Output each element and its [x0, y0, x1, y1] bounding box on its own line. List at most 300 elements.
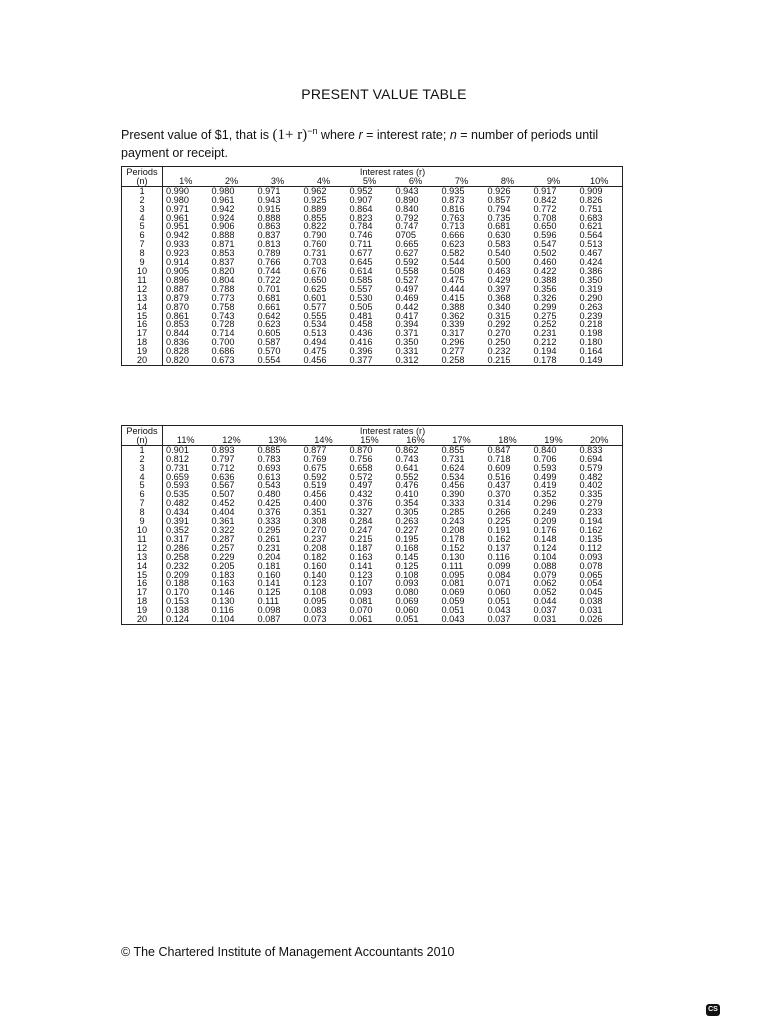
pv-value-cell: 0.505 — [349, 301, 373, 312]
pv-value-cell: 0.270 — [303, 524, 327, 535]
rate-header: 5% — [347, 177, 393, 186]
pv-value-cell: 0.390 — [441, 489, 465, 500]
pv-value-cell: 0.630 — [487, 230, 511, 241]
pv-value-cell: 0.706 — [533, 453, 557, 464]
pv-value-cell: 0.444 — [441, 283, 465, 294]
pv-value-cell: 0.885 — [257, 444, 281, 455]
pv-value-cell: 0.305 — [395, 507, 419, 518]
pv-value-cell: 0.840 — [533, 444, 557, 455]
pv-value-cell: 0.261 — [257, 533, 281, 544]
pv-value-cell: 0.187 — [349, 542, 373, 553]
period-cell: 3 — [122, 205, 163, 214]
interest-rates-header: Interest rates (r) — [163, 167, 623, 177]
n-header: (n) — [122, 177, 163, 186]
period-cell: 13 — [122, 294, 163, 303]
pv-value-cell: 0.116 — [211, 605, 234, 616]
periods-header: Periods — [122, 167, 163, 177]
rate-header: 2% — [209, 177, 255, 186]
pv-value-cell: 0.823 — [349, 212, 373, 223]
pv-value-cell: 0.926 — [487, 185, 511, 196]
pv-value-cell: 0.735 — [487, 212, 511, 223]
period-cell: 5 — [122, 222, 163, 231]
pv-value-cell: 0.583 — [487, 239, 511, 250]
pv-value-cell: 0.812 — [166, 453, 189, 464]
pv-value-cell: 0.661 — [257, 301, 281, 312]
pv-value-cell: 0.547 — [533, 239, 557, 250]
pv-value-cell: 0.205 — [211, 560, 235, 571]
period-cell: 14 — [122, 562, 163, 571]
pv-value-cell: 0.558 — [395, 265, 419, 276]
pv-value-cell: 0.051 — [393, 615, 439, 624]
pv-value-cell: 0.257 — [211, 542, 235, 553]
pv-value-cell: 0.456 — [441, 480, 465, 491]
table-row — [122, 615, 623, 624]
pv-value-cell: 0.296 — [441, 337, 465, 348]
pv-value-cell: 0.232 — [166, 560, 189, 571]
pv-value-cell: 0.585 — [349, 274, 373, 285]
pv-value-cell: 0.855 — [441, 444, 465, 455]
pv-value-cell: 0.331 — [395, 346, 419, 357]
pv-value-cell: 0.467 — [577, 249, 623, 258]
pv-value-cell: 0.909 — [577, 186, 623, 195]
pv-value-cell: 0.555 — [303, 310, 327, 321]
pv-value-cell: 0.295 — [257, 524, 281, 535]
pv-value-cell: 0.813 — [257, 239, 281, 250]
pv-value-cell: 0.481 — [349, 310, 373, 321]
pv-value-cell: 0.296 — [533, 498, 557, 509]
pv-value-cell: 0.534 — [441, 471, 465, 482]
pv-value-cell: 0.229 — [211, 551, 235, 562]
pv-value-cell: 0.080 — [395, 587, 419, 598]
pv-value-cell: 0.059 — [441, 596, 465, 607]
pv-value-cell: 0.756 — [349, 453, 373, 464]
pv-value-cell: 0.215 — [349, 533, 373, 544]
pv-value-cell: 0.456 — [303, 489, 327, 500]
period-cell: 14 — [122, 303, 163, 312]
pv-value-cell: 0.182 — [303, 551, 327, 562]
pv-value-cell: 0.497 — [349, 480, 373, 491]
pv-value-cell: 0.061 — [347, 615, 393, 624]
pv-value-cell: 0.350 — [577, 276, 623, 285]
pv-value-cell: 0.650 — [303, 274, 327, 285]
pv-value-cell: 0.925 — [303, 194, 327, 205]
pv-value-cell: 0.863 — [257, 221, 281, 232]
pv-value-cell: 0.386 — [577, 267, 623, 276]
pv-value-cell: 0.460 — [533, 257, 557, 268]
pv-value-cell: 0.513 — [303, 328, 327, 339]
pv-value-cell: 0.284 — [349, 516, 373, 527]
pv-value-cell: 0.069 — [441, 587, 465, 598]
pv-value-cell: 0.627 — [395, 248, 419, 259]
pv-value-cell: 0.673 — [209, 356, 255, 365]
pv-value-cell: 0.434 — [166, 507, 189, 518]
pv-value-cell: 0.659 — [166, 471, 189, 482]
pv-value-cell: 0.530 — [349, 292, 373, 303]
pv-value-cell: 0.816 — [441, 203, 465, 214]
pv-value-cell: 0.833 — [577, 445, 623, 454]
pv-value-cell: 0.907 — [349, 194, 373, 205]
pv-value-cell: 0.613 — [257, 471, 281, 482]
pv-value-cell: 0.888 — [257, 212, 281, 223]
pv-value-cell: 0.681 — [487, 221, 511, 232]
period-cell: 20 — [122, 356, 163, 365]
pv-value-cell: 0.422 — [533, 265, 557, 276]
pv-value-cell: 0.148 — [533, 533, 557, 544]
pv-value-cell: 0.497 — [395, 283, 419, 294]
period-cell: 11 — [122, 535, 163, 544]
pv-value-cell: 0.352 — [166, 524, 189, 535]
pv-value-cell: 0.642 — [257, 310, 281, 321]
pv-value-cell: 0.475 — [441, 274, 465, 285]
pv-value-cell: 0.582 — [441, 248, 465, 259]
pv-value-cell: 0.840 — [395, 203, 419, 214]
pv-value-cell: 0.694 — [577, 455, 623, 464]
pv-value-cell: 0.163 — [211, 578, 235, 589]
pv-value-cell: 0.060 — [395, 605, 419, 616]
pv-value-cell: 0.864 — [349, 203, 373, 214]
pv-value-cell: 0.356 — [533, 283, 557, 294]
pv-value-cell: 0.317 — [166, 533, 189, 544]
pv-value-cell: 0.711 — [349, 239, 372, 250]
pv-value-cell: 0.051 — [487, 596, 511, 607]
pv-value-cell: 0.181 — [257, 560, 281, 571]
pv-value-cell: 0.243 — [441, 516, 465, 527]
pv-value-cell: 0.180 — [577, 338, 623, 347]
pv-value-cell: 0.914 — [166, 257, 189, 268]
pv-value-cell: 0.951 — [166, 221, 189, 232]
pv-value-cell: 0.285 — [441, 507, 465, 518]
pv-value-cell: 0.952 — [349, 185, 373, 196]
pv-value-cell: 0.277 — [441, 346, 465, 357]
pv-value-cell: 0.535 — [166, 489, 189, 500]
rate-header: 7% — [439, 177, 485, 186]
pv-value-cell: 0.943 — [257, 194, 281, 205]
pv-value-cell: 0.212 — [533, 337, 557, 348]
pv-value-cell: 0.593 — [166, 480, 189, 491]
period-cell: 12 — [122, 285, 163, 294]
period-cell: 5 — [122, 481, 163, 490]
pv-value-cell: 0.425 — [257, 498, 281, 509]
pv-value-cell: 0.763 — [441, 212, 465, 223]
pv-value-cell: 0.476 — [395, 480, 419, 491]
pv-value-cell: 0.095 — [441, 569, 465, 580]
pv-value-cell: 0.178 — [531, 356, 577, 365]
pv-value-cell: 0.194 — [577, 517, 623, 526]
pv-value-cell: 0.475 — [303, 346, 327, 357]
var-r: r — [358, 128, 363, 143]
pv-value-cell: 0.252 — [533, 319, 557, 330]
pv-value-cell: 0.544 — [441, 257, 465, 268]
pv-value-cell: 0.250 — [487, 337, 511, 348]
pv-value-cell: 0.641 — [395, 462, 419, 473]
pv-value-cell: 0.130 — [441, 551, 465, 562]
pv-value-cell: 0.376 — [257, 507, 281, 518]
pv-value-cell: 0.130 — [211, 596, 235, 607]
pv-value-cell: 0.686 — [211, 346, 235, 357]
pv-value-cell: 0.099 — [487, 560, 511, 571]
pv-value-cell: 0.924 — [211, 212, 235, 223]
pv-value-cell: 0.339 — [441, 319, 465, 330]
pv-value-cell: 0.078 — [577, 562, 623, 571]
period-cell: 4 — [122, 473, 163, 482]
pv-value-cell: 0.564 — [577, 231, 623, 240]
camscanner-badge: CS — [706, 1004, 720, 1016]
pv-value-cell: 0.266 — [487, 507, 511, 518]
rate-header: 18% — [485, 436, 531, 445]
pv-value-cell: 0.482 — [166, 498, 189, 509]
pv-value-cell: 0.170 — [166, 587, 189, 598]
rate-header: 16% — [393, 436, 439, 445]
pv-value-cell: 0.263 — [577, 303, 623, 312]
pv-value-cell: 0.499 — [533, 471, 557, 482]
pv-value-cell: 0.502 — [533, 248, 557, 259]
pv-value-cell: 0.792 — [395, 212, 419, 223]
pv-value-cell: 0.209 — [166, 569, 189, 580]
pv-value-cell: 0.658 — [349, 462, 373, 473]
pv-value-cell: 0.456 — [301, 356, 347, 365]
pv-value-cell: 0.394 — [395, 319, 419, 330]
rate-header: 17% — [439, 436, 485, 445]
pv-value-cell: 0.071 — [487, 578, 511, 589]
pv-value-cell: 0.436 — [349, 328, 373, 339]
pv-value-cell: 0.906 — [211, 221, 235, 232]
pv-value-cell: 0.769 — [303, 453, 327, 464]
pv-value-cell: 0.073 — [301, 615, 347, 624]
pv-value-cell: 0.554 — [255, 356, 301, 365]
pv-value-cell: 0.141 — [349, 560, 373, 571]
pv-value-cell: 0.198 — [577, 329, 623, 338]
pv-value-cell: 0.543 — [257, 480, 281, 491]
period-cell: 8 — [122, 249, 163, 258]
period-cell: 18 — [122, 338, 163, 347]
pv-value-cell: 0.873 — [441, 194, 465, 205]
pv-value-cell: 0.933 — [166, 239, 189, 250]
period-cell: 1 — [122, 445, 163, 454]
pv-value-cell: 0.081 — [349, 596, 373, 607]
pv-value-cell: 0.352 — [533, 489, 557, 500]
pv-value-cell: 0.463 — [487, 265, 511, 276]
pv-value-cell: 0.038 — [577, 597, 623, 606]
pv-value-cell: 0.138 — [166, 605, 189, 616]
period-cell: 15 — [122, 312, 163, 321]
pv-value-cell: 0.534 — [303, 319, 327, 330]
pv-value-cell: 0.218 — [577, 320, 623, 329]
pv-value-cell: 0.887 — [166, 283, 189, 294]
rate-header: 6% — [393, 177, 439, 186]
pv-value-cell: 0.557 — [349, 283, 373, 294]
pv-value-cell: 0.104 — [533, 551, 557, 562]
pv-value-cell: 0.650 — [533, 221, 557, 232]
period-cell: 8 — [122, 508, 163, 517]
pv-value-cell: 0.146 — [211, 587, 235, 598]
rate-header: 8% — [485, 177, 531, 186]
pv-value-cell: 0.625 — [303, 283, 327, 294]
pv-value-cell: 0.263 — [395, 516, 419, 527]
pv-value-cell: 0705 — [395, 230, 416, 241]
pv-value-cell: 0.377 — [347, 356, 393, 365]
pv-value-cell: 0.087 — [255, 615, 301, 624]
pv-value-cell: 0.060 — [487, 587, 511, 598]
pv-value-cell: 0.837 — [257, 230, 281, 241]
pv-value-cell: 0.152 — [441, 542, 465, 553]
pv-value-cell: 0.836 — [166, 337, 189, 348]
pv-value-cell: 0.141 — [257, 578, 281, 589]
pv-value-cell: 0.402 — [577, 481, 623, 490]
pv-value-cell: 0.693 — [257, 462, 281, 473]
pv-value-cell: 0.766 — [257, 257, 281, 268]
rate-header: 13% — [255, 436, 301, 445]
pv-value-cell: 0.700 — [211, 337, 235, 348]
pv-value-cell: 0.666 — [441, 230, 465, 241]
pv-value-cell: 0.790 — [303, 230, 327, 241]
period-cell: 4 — [122, 214, 163, 223]
pv-value-cell: 0.783 — [257, 453, 281, 464]
pv-value-cell: 0.062 — [533, 578, 557, 589]
pv-value-cell: 0.176 — [533, 524, 557, 535]
pv-value-cell: 0.043 — [439, 615, 485, 624]
period-cell: 19 — [122, 347, 163, 356]
pv-value-cell: 0.081 — [441, 578, 465, 589]
pv-value-cell: 0.961 — [211, 194, 235, 205]
pv-value-cell: 0.037 — [533, 605, 557, 616]
rate-header: 15% — [347, 436, 393, 445]
pv-value-cell: 0.400 — [303, 498, 327, 509]
pv-value-cell: 0.123 — [349, 569, 373, 580]
pv-value-cell: 0.125 — [257, 587, 281, 598]
pv-value-cell: 0.677 — [349, 248, 373, 259]
pv-value-cell: 0.722 — [257, 274, 281, 285]
pv-value-cell: 0.290 — [577, 294, 623, 303]
pv-value-cell: 0.231 — [533, 328, 557, 339]
period-cell: 9 — [122, 517, 163, 526]
pv-value-cell: 0.237 — [303, 533, 327, 544]
period-cell: 10 — [122, 526, 163, 535]
pv-value-cell: 0.116 — [487, 551, 510, 562]
pv-value-cell: 0.416 — [349, 337, 373, 348]
pv-value-cell: 0.683 — [577, 214, 623, 223]
pv-value-cell: 0.191 — [487, 524, 511, 535]
pv-value-cell: 0.437 — [487, 480, 511, 491]
pv-value-cell: 0.178 — [441, 533, 465, 544]
pv-value-cell: 0.820 — [163, 356, 209, 365]
pv-value-cell: 0.458 — [349, 319, 373, 330]
pv-value-cell: 0.396 — [349, 346, 373, 357]
pv-value-cell: 0.645 — [349, 257, 373, 268]
period-cell: 16 — [122, 579, 163, 588]
pv-value-cell: 0.980 — [211, 185, 235, 196]
pv-value-cell: 0.258 — [439, 356, 485, 365]
pv-value-cell: 0.513 — [577, 240, 623, 249]
pv-value-cell: 0.107 — [349, 578, 373, 589]
pv-value-cell: 0.870 — [349, 444, 373, 455]
pv-value-cell: 0.482 — [577, 473, 623, 482]
period-cell: 11 — [122, 276, 163, 285]
pv-value-cell: 0.111 — [441, 560, 464, 571]
pv-value-cell: 0.140 — [303, 569, 327, 580]
pv-value-cell: 0.797 — [211, 453, 235, 464]
pv-value-cell: 0.570 — [257, 346, 281, 357]
pv-value-cell: 0.789 — [257, 248, 281, 259]
pv-value-cell: 0.758 — [211, 301, 235, 312]
pv-value-cell: 0.508 — [441, 265, 465, 276]
pv-value-cell: 0.718 — [487, 453, 511, 464]
pv-value-cell: 0.480 — [257, 489, 281, 500]
pv-value-cell: 0.744 — [257, 265, 281, 276]
pv-value-cell: 0.971 — [166, 203, 189, 214]
pv-value-cell: 0.579 — [577, 464, 623, 473]
pv-value-cell: 0.429 — [487, 274, 511, 285]
pv-value-cell: 0.990 — [166, 185, 189, 196]
pv-value-cell: 0.162 — [487, 533, 511, 544]
pv-value-cell: 0.743 — [211, 310, 235, 321]
pv-value-cell: 0.743 — [395, 453, 419, 464]
period-cell: 17 — [122, 588, 163, 597]
pv-value-cell: 0.713 — [441, 221, 465, 232]
pv-value-cell: 0.942 — [166, 230, 189, 241]
pv-value-cell: 0.893 — [211, 444, 235, 455]
pv-value-cell: 0.168 — [395, 542, 419, 553]
pv-value-cell: 0.361 — [211, 516, 235, 527]
pv-value-cell: 0.519 — [303, 480, 327, 491]
pv-value-cell: 0.822 — [303, 221, 327, 232]
period-cell: 6 — [122, 231, 163, 240]
pv-value-cell: 0.083 — [303, 605, 327, 616]
period-cell: 12 — [122, 544, 163, 553]
pv-value-cell: 0.317 — [441, 328, 465, 339]
pv-value-cell: 0.195 — [395, 533, 419, 544]
pv-value-cell: 0.045 — [577, 588, 623, 597]
pv-value-cell: 0.084 — [487, 569, 511, 580]
pv-value-cell: 0.923 — [166, 248, 189, 259]
period-cell: 20 — [122, 615, 163, 624]
n-header: (n) — [122, 436, 163, 445]
pv-value-cell: 0.527 — [395, 274, 419, 285]
pv-value-cell: 0.054 — [577, 579, 623, 588]
pv-value-cell: 0.160 — [257, 569, 281, 580]
pv-value-cell: 0.442 — [395, 301, 419, 312]
pv-value-cell: 0.609 — [487, 462, 511, 473]
pv-value-cell: 0.233 — [577, 508, 623, 517]
pv-value-cell: 0.587 — [257, 337, 281, 348]
pv-value-cell: 0.516 — [487, 471, 511, 482]
pv-value-cell: 0.500 — [487, 257, 511, 268]
pv-value-cell: 0.731 — [441, 453, 465, 464]
pv-value-cell: 0.452 — [211, 498, 235, 509]
pv-value-cell: 0.371 — [395, 328, 419, 339]
pv-table-11-to-20-percent — [121, 425, 623, 625]
pv-value-cell: 0.424 — [577, 258, 623, 267]
pv-value-cell: 0.432 — [349, 489, 373, 500]
pv-value-cell: 0.232 — [487, 346, 511, 357]
pv-value-cell: 0.388 — [533, 274, 557, 285]
pv-value-cell: 0.225 — [487, 516, 511, 527]
period-cell: 2 — [122, 455, 163, 464]
pv-value-cell: 0.675 — [303, 462, 327, 473]
pv-value-cell: 0.784 — [349, 221, 373, 232]
pv-value-cell: 0.746 — [349, 230, 373, 241]
period-cell: 1 — [122, 186, 163, 195]
pv-value-cell: 0.209 — [533, 516, 557, 527]
pv-value-cell: 0.037 — [485, 615, 531, 624]
pv-value-cell: 0.826 — [577, 196, 623, 205]
pv-value-cell: 0.208 — [303, 542, 327, 553]
pv-value-cell: 0.070 — [349, 605, 373, 616]
pv-value-cell: 0.124 — [533, 542, 557, 553]
pv-value-cell: 0.376 — [349, 498, 373, 509]
pv-value-cell: 0.820 — [211, 265, 235, 276]
pv-value-cell: 0.108 — [303, 587, 327, 598]
pv-value-cell: 0.935 — [441, 185, 465, 196]
